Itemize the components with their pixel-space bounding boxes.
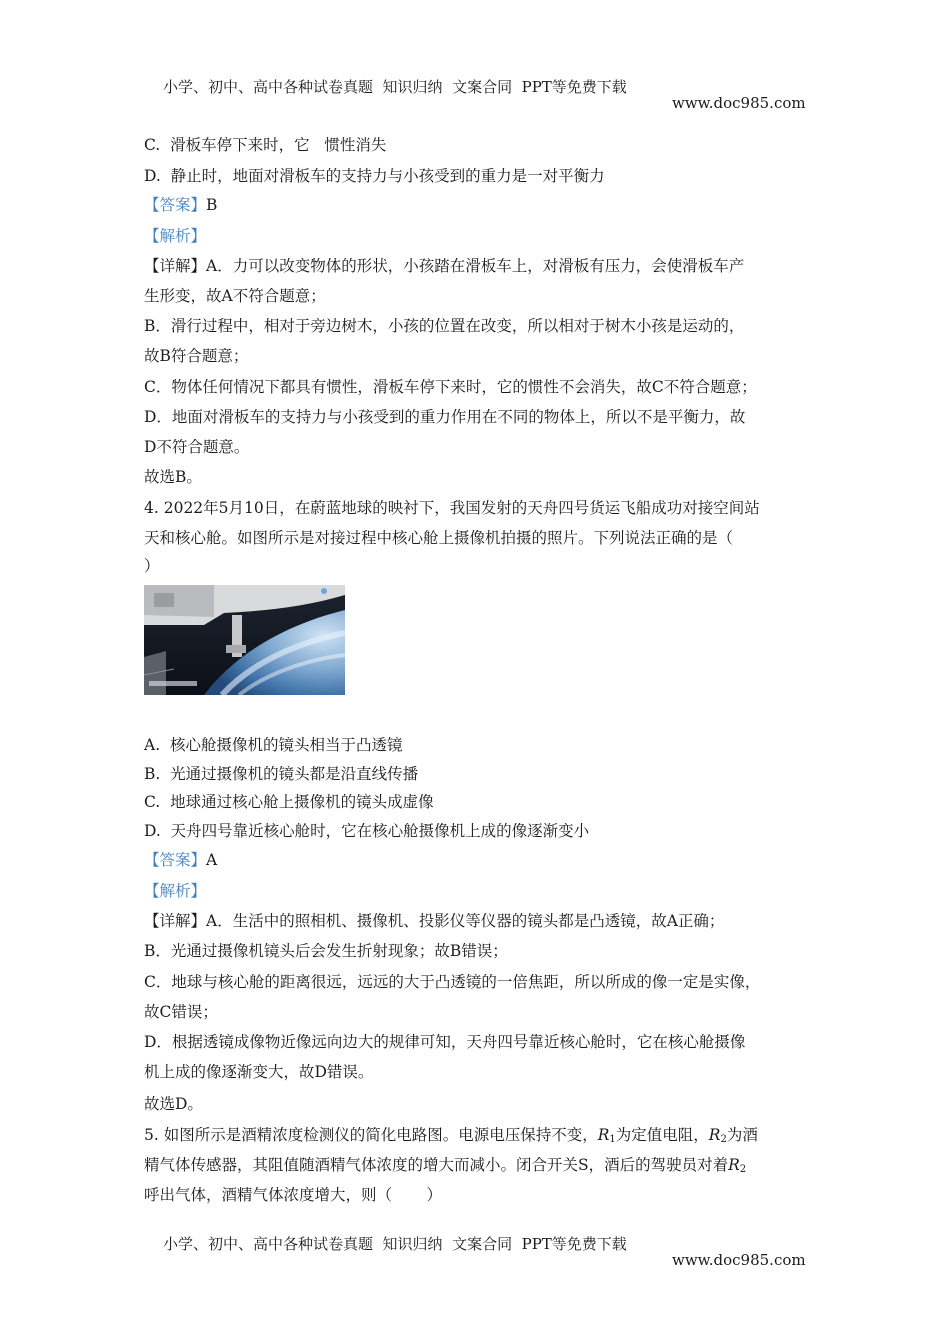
q4-stem-1: 4. 2022年5月10日，在蔚蓝地球的映衬下，我国发射的天舟四号货运飞船成功对接空间站 [144,499,760,517]
q3-detail-3: B．滑行过程中，相对于旁边树木，小孩的位置在改变，所以相对于树木小孩是运动的， [144,317,745,335]
q5-text: 5. 如图所示是酒精浓度检测仪的简化电路图。电源电压保持不变， [144,1126,598,1144]
r1-subscript: 1 [609,1134,616,1145]
q3-detail-7: D不符合题意。 [144,438,250,456]
q5-text: 精气体传感器，其阻值随酒精气体浓度的增大而减小。闭合开关S，酒后的驾驶员对着 [144,1156,729,1174]
q3-final: 故选B。 [144,468,202,486]
q4-detail-1 [144,911,724,931]
q4-option-c: C. 地球通过核心舱上摄像机的镜头成虚像 [144,793,434,811]
q3-detail-2: 生形变，故A不符合题意； [144,287,326,305]
q4-stem-3: ） [144,557,160,575]
r1-symbol: R [597,1126,610,1144]
detail-tag: 【详解】 [144,912,207,930]
footer-url[interactable]: www.doc985.com [672,1251,806,1269]
page-header [0,58,950,112]
q4-option-d: D. 天舟四号靠近核心舱时，它在核心舱摄像机上成的像逐渐变小 [144,822,590,840]
r2-subscript: 2 [720,1134,727,1145]
detail-text: A．生活中的照相机、摄像机、投影仪等仪器的镜头都是凸透镜，故A正确； [206,912,725,930]
q5-stem-1 [144,1125,758,1150]
footer-text: 小学、初中、高中各种试卷真题 知识归纳 文案合同 PPT等免费下载 [163,1235,627,1253]
q5-stem-3: 呼出气体，酒精气体浓度增大，则（ ） [144,1186,442,1204]
q4-answer [144,850,217,870]
q3-answer [144,195,217,215]
answer-value: B [206,196,218,214]
q5-stem-2 [144,1155,746,1180]
detail-text: A．力可以改变物体的形状，小孩踏在滑板车上，对滑板有压力，会使滑板车产 [206,257,745,275]
r2-subscript: 2 [739,1164,747,1175]
answer-tag: 【答案】 [144,851,207,869]
q3-detail-6: D．地面对滑板车的支持力与小孩受到的重力作用在不同的物体上，所以不是平衡力，故 [144,408,746,426]
q4-analysis-tag: 【解析】 [144,882,207,900]
q4-detail-4: 故C错误； [144,1003,218,1021]
q4-stem-2: 天和核心舱。如图所示是对接过程中核心舱上摄像机拍摄的照片。下列说法正确的是（ [144,529,734,547]
q4-final: 故选D。 [144,1095,203,1113]
q5-text: 为定值电阻， [615,1126,709,1144]
q4-detail-2: B．光通过摄像机镜头后会发生折射现象；故B错误； [144,942,508,960]
q3-option-d: D. 静止时，地面对滑板车的支持力与小孩受到的重力是一对平衡力 [144,167,605,185]
q4-option-b: B. 光通过摄像机的镜头都是沿直线传播 [144,765,419,783]
answer-value: A [206,851,218,869]
r2-symbol: R [728,1156,740,1174]
docking-photo [144,585,345,695]
q3-detail-1 [144,256,744,276]
answer-tag: 【答案】 [144,196,207,214]
detail-tag: 【详解】 [144,257,207,275]
r2-symbol: R [708,1126,721,1144]
header-url[interactable]: www.doc985.com [672,94,806,112]
header-text: 小学、初中、高中各种试卷真题 知识归纳 文案合同 PPT等免费下载 [163,78,627,96]
q5-text: 为酒 [726,1126,758,1144]
q3-analysis-tag: 【解析】 [144,227,207,245]
q4-detail-3: C．地球与核心舱的距离很远，远远的大于凸透镜的一倍焦距，所以所成的像一定是实像， [144,973,761,991]
page-footer [0,1215,950,1269]
q4-detail-5: D．根据透镜成像物近像远向边大的规律可知，天舟四号靠近核心舱时，它在核心舱摄像 [144,1033,746,1051]
q3-detail-5: C．物体任何情况下都具有惯性，滑板车停下来时，它的惯性不会消失，故C不符合题意； [144,378,757,396]
q3-detail-4: 故B符合题意； [144,347,249,365]
q4-detail-6: 机上成的像逐渐变大，故D错误。 [144,1063,374,1081]
q4-option-a: A. 核心舱摄像机的镜头相当于凸透镜 [144,736,403,754]
q3-option-c: C. 滑板车停下来时，它 惯性消失 [144,136,387,154]
